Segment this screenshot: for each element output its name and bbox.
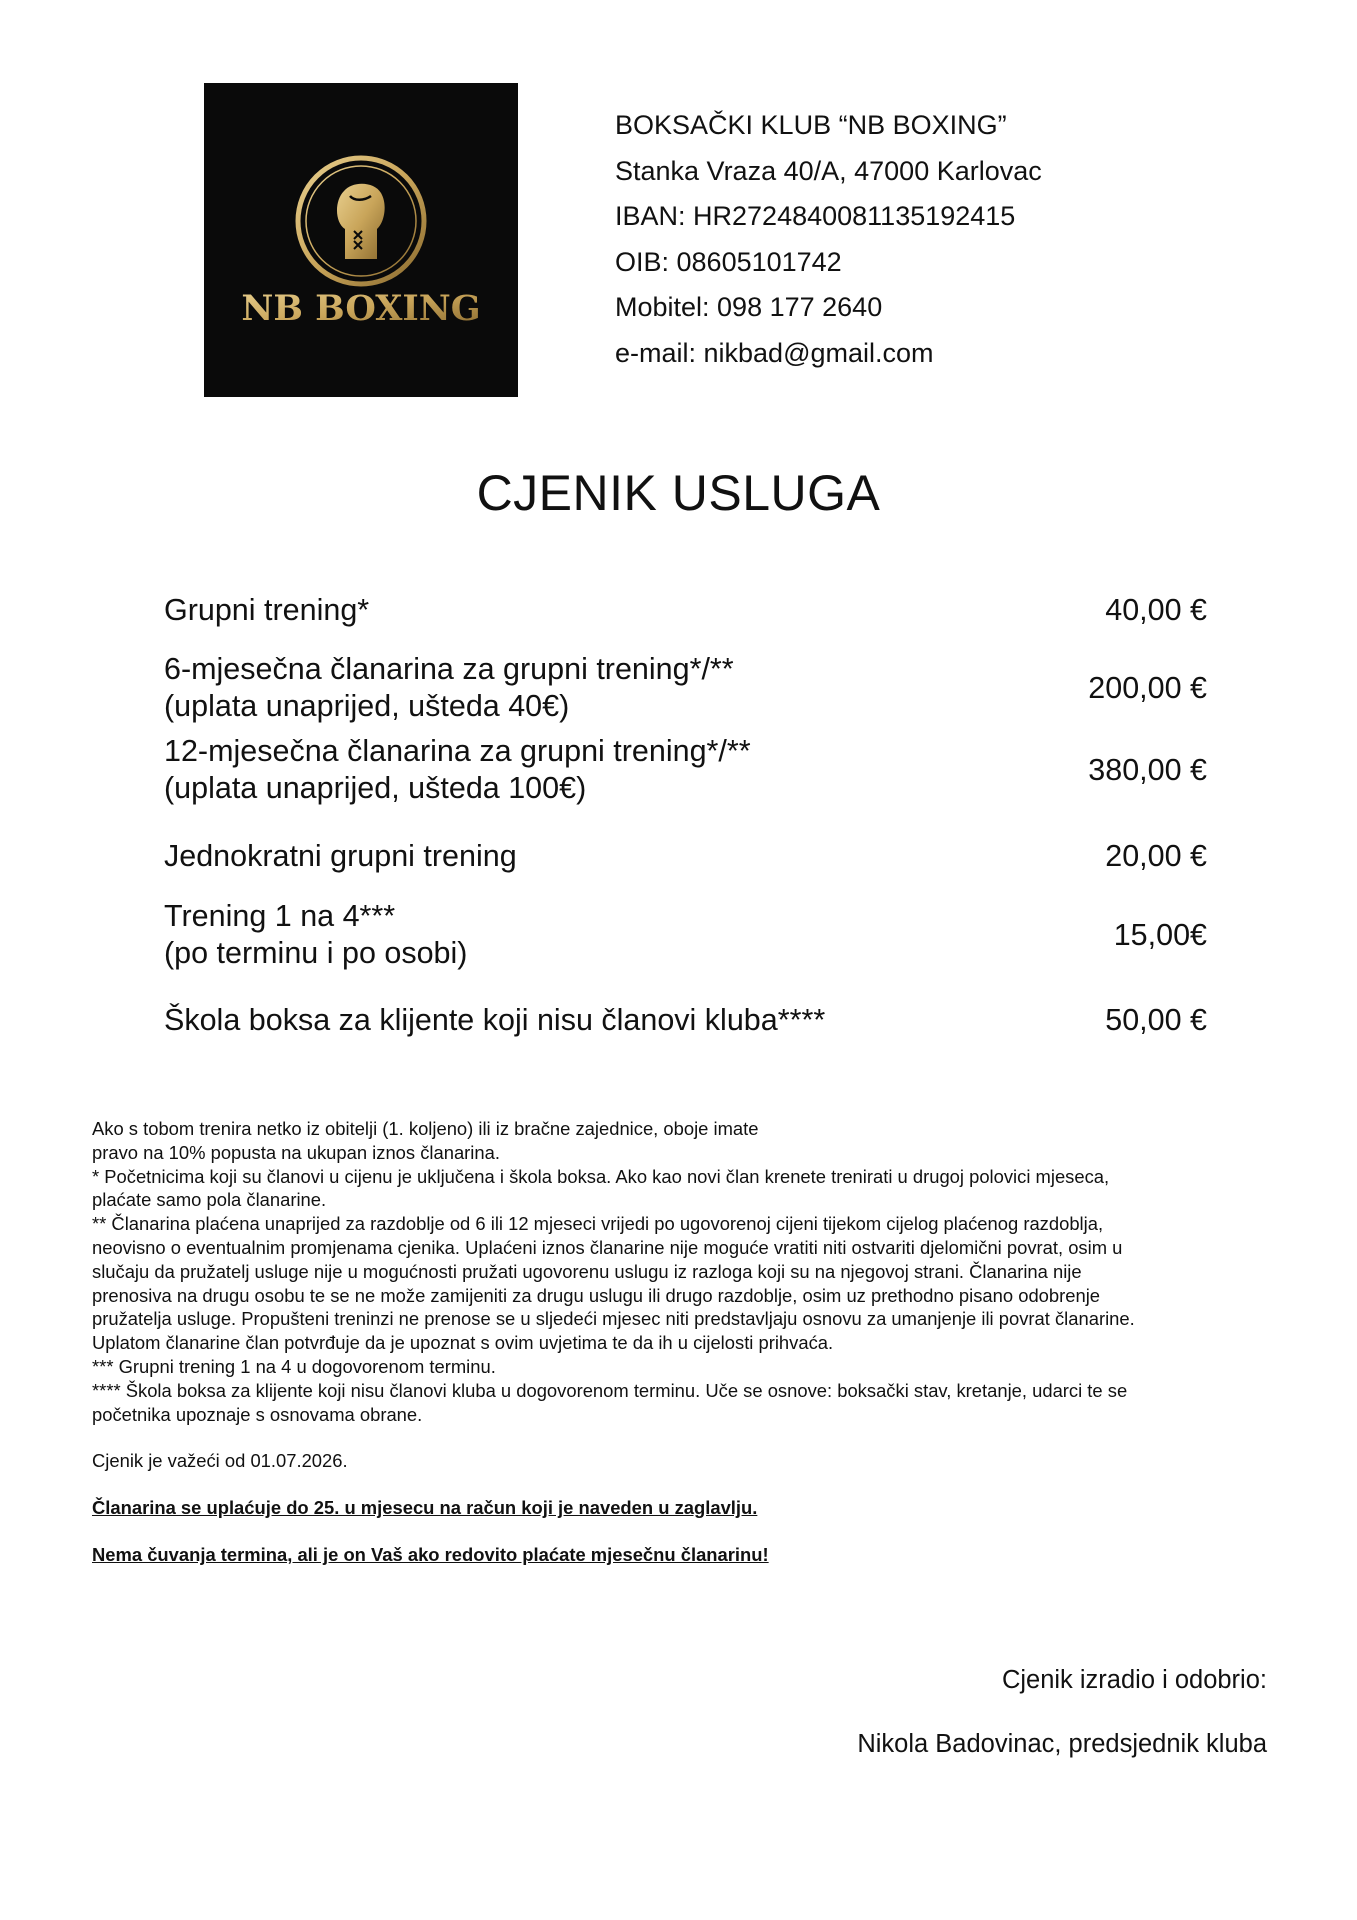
note-line: prenosiva na drugu osobu te se ne može zamijeniti za drugu uslugu ili drugo razdoblje, osim uz prethodno pisano odobrenje [92,1284,1101,1306]
logo-text: NB BOXING [241,288,481,329]
price-row [164,898,1207,972]
price-item-name: 6-mjesečna članarina za grupni trening*/** [164,652,734,686]
notes-section [92,1117,1292,1567]
signature-label: Cjenik izradio i odobrio: [1001,1666,1267,1694]
price-item-name: Grupni trening* [164,592,370,627]
note-line: pružatelja usluge. Propušteni treninzi ne prenose se u sljedeći mjesec niti predstavljaju osnovu za umanjenje ili povrat članarine. [92,1308,1135,1330]
price-row [164,651,1207,725]
club-contact-info [615,103,1042,377]
note-line: ** Članarina plaćena unaprijed za razdoblje od 6 ili 12 mjeseci vrijedi po ugovorenoj cijeni tijekom cijelog plaćenog razdoblja, [92,1213,1104,1235]
price-item-name: 12-mjesečna članarina za grupni trening*/** [164,734,751,768]
note-line: slučaju da pružatelj usluge nije u mogućnosti pružati ugovorenu uslugu iz razloga koji su na njegovoj strani. Članarina nije [92,1260,1082,1282]
note-line: početnika upoznaje s osnovama obrane. [92,1403,423,1425]
club-address: Stanka Vraza 40/A, 47000 Karlovac [615,155,1042,186]
price-value: 380,00 € [1088,752,1207,787]
price-item-name: Trening 1 na 4*** [164,899,396,933]
note-line: *** Grupni trening 1 na 4 u dogovorenom terminu. [92,1355,496,1377]
reservation-note: Nema čuvanja termina, ali je on Vaš ako redovito plaćate mjesečnu članarinu! [92,1543,769,1565]
price-value: 20,00 € [1105,838,1207,873]
price-row [164,990,1207,1050]
club-logo [204,83,518,397]
valid-from-note: Cjenik je važeći od 01.07.2026. [92,1450,348,1472]
note-line: Uplatom članarine član potvrđuje da je upoznat s ovim uvjetima te da ih u cijelosti prihvaća. [92,1332,834,1354]
price-value: 15,00€ [1113,917,1207,952]
price-item-name: Škola boksa za klijente koji nisu članovi kluba**** [164,1002,826,1037]
price-row [164,580,1207,640]
note-line: pravo na 10% popusta na ukupan iznos članarina. [92,1141,500,1163]
note-line: plaćate samo pola članarine. [92,1189,327,1211]
payment-note: Članarina se uplaćuje do 25. u mjesecu na račun koji je naveden u zaglavlju. [92,1497,758,1519]
price-value: 40,00 € [1105,592,1207,627]
note-line: neovisno o eventualnim promjenama cjenika. Uplaćeni iznos članarine nije moguće vratiti niti ostvariti djelomični povrat, osim u [92,1236,1123,1258]
price-row [164,826,1207,886]
price-item-name: Jednokratni grupni trening [164,838,517,873]
signature-name: Nikola Badovinac, predsjednik kluba [857,1730,1267,1758]
note-line: * Početnicima koji su članovi u cijenu je uključena i škola boksa. Ako kao novi član krenete trenirati u drugoj polovici mjeseca, [92,1165,1110,1187]
price-row [164,733,1207,807]
price-value: 200,00 € [1088,670,1207,705]
note-line: Ako s tobom trenira netko iz obitelji (1. koljeno) ili iz bračne zajednice, oboje imate [92,1118,759,1139]
price-item-detail: (uplata unaprijed, ušteda 40€) [164,689,570,723]
club-phone: Mobitel: 098 177 2640 [615,292,883,323]
note-line: **** Škola boksa za klijente koji nisu članovi kluba u dogovorenom terminu. Uče se osnove: boksački stav, kretanje, udarci te se [92,1379,1128,1401]
price-item-detail: (uplata unaprijed, ušteda 100€) [164,771,587,805]
page-title: CJENIK USLUGA [476,465,881,521]
club-oib: OIB: 08605101742 [615,246,842,277]
price-value: 50,00 € [1105,1002,1207,1037]
price-item-detail: (po terminu i po osobi) [164,936,468,970]
club-email: e-mail: nikbad@gmail.com [615,337,934,368]
club-iban: IBAN: HR2724840081135192415 [615,201,1016,232]
club-name: BOKSAČKI KLUB “NB BOXING” [615,110,1007,140]
boxing-glove-icon [204,83,518,397]
